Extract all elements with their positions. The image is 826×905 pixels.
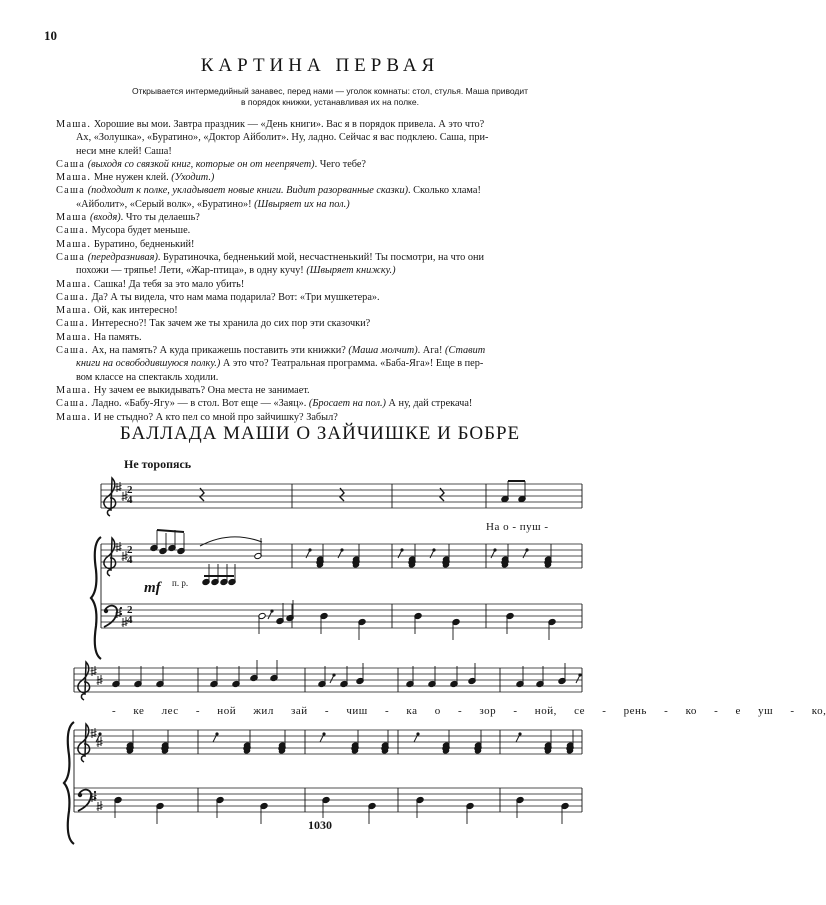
speech-text: . Чего тебе?: [314, 158, 367, 170]
stage-remark: (Бросает на пол.): [308, 398, 386, 410]
dynamic-mark: mf: [144, 580, 161, 596]
sharp-sign: [116, 482, 122, 492]
speech-text: А это что? Театральная программа. «Баба-Яга»! Еще в пер-: [220, 358, 484, 370]
time-signature-bottom: 4: [127, 494, 133, 506]
scene-title: КАРТИНА ПЕРВАЯ: [200, 55, 440, 76]
speaker-name: Маша: [56, 212, 88, 224]
footer-number: 1030: [308, 818, 332, 832]
beam: [157, 530, 184, 532]
speaker-name: Саша.: [56, 345, 90, 357]
rest: [215, 732, 218, 735]
speech-text: Интересно?! Так зачем же ты хранила до сих пор эти сказочки?: [91, 318, 371, 330]
rest: [432, 548, 435, 551]
tempo-marking: Не торопясь: [124, 457, 192, 471]
page-number: 10: [44, 28, 57, 43]
stage-remark: (Швыряет их на пол.): [254, 198, 350, 210]
time-signature-bottom: 4: [127, 614, 133, 626]
speech-text: И не стыдно? А кто пел со мной про зайчишку? Забыл?: [93, 411, 338, 423]
rest: [578, 673, 581, 676]
rest: [98, 732, 101, 735]
rest: [270, 609, 273, 612]
time-signature-top: 2: [127, 544, 133, 556]
speech-text: «Айболит», «Серый волк», «Буратино»!: [76, 198, 255, 210]
brace: [91, 537, 101, 659]
speaker-name: Саша: [56, 185, 86, 197]
speaker-name: Маша.: [56, 411, 92, 423]
speech-text: Мне нужен клей.: [93, 172, 172, 184]
speech-text: . Ага!: [417, 345, 446, 357]
speech-text: Ах, «Золушка», «Буратино», «Доктор Айболит». Ну, ладно. Сейчас я вас подклею. Саша, при-: [76, 132, 489, 144]
speaker-name: Саша.: [56, 318, 90, 330]
stage-remark: (Маша молчит): [348, 345, 418, 357]
clefs: [78, 478, 128, 811]
stage-remark: (входя): [90, 212, 121, 224]
speech-text: Ну зачем ее выкидывать? Она места не занимает.: [93, 384, 310, 396]
speech-text: . Что ты делаешь?: [120, 212, 200, 224]
speaker-name: Маша.: [56, 278, 92, 290]
slur: [200, 537, 262, 546]
stage-remark: книги на освободившуюся полку.): [76, 358, 221, 370]
speech-text: Сашка! Да тебя за это мало убить!: [93, 278, 245, 290]
time-signature-bottom: 4: [127, 554, 133, 566]
time-signature-top: 2: [127, 604, 133, 616]
lyrics-line: На о - пуш -: [486, 521, 549, 533]
speaker-name: Маша.: [56, 305, 92, 317]
rest: [493, 548, 496, 551]
stage-remark: (Уходит.): [171, 172, 215, 184]
bass-clef-dot: [78, 793, 82, 797]
speaker-name: Маша.: [56, 119, 92, 130]
score-text: [127, 484, 188, 626]
stage-remark: (Ставит: [445, 345, 486, 357]
speech-text: А ну, дай стрекача!: [385, 398, 473, 410]
speaker-name: Маша.: [56, 238, 92, 250]
speaker-name: Маша.: [56, 384, 92, 396]
speech-text: Ах, на память? А куда прикажешь поставить эти книжки?: [91, 345, 349, 357]
pedal-mark: п. р.: [172, 578, 189, 588]
speech-text: неси мне клей! Саша!: [76, 145, 172, 157]
sharp-sign: [91, 728, 97, 738]
speech-text: Да? А ты видела, что нам мама подарила? Вот: «Три мушкетера».: [91, 291, 380, 303]
lyrics-line: - ке лес - ной жил зай - чиш - ка о - зор - ной, се - рень - ко - е уш - ко,: [112, 705, 826, 717]
rest: [525, 548, 528, 551]
speech-text: Хорошие вы мои. Завтра праздник — «День книги». Вас я в порядок привела. А это что?: [93, 119, 485, 130]
speech-text: похожи — тряпье! Лети, «Жар-птица», в одну кучу!: [76, 265, 307, 277]
ballad-title: БАЛЛАДА МАШИ О ЗАЙЧИШКЕ И БОБРЕ: [119, 423, 521, 444]
rest: [340, 548, 343, 551]
stage-direction-line: в порядок книжки, устанавливая их на полке.: [241, 97, 419, 107]
speaker-name: Саша: [56, 158, 86, 170]
speech-text: Ладно. «Бабу-Ягу» — в стол. Вот еще — «Заяц».: [91, 398, 309, 410]
rest: [308, 548, 311, 551]
stage-remark: (подходит к полке, укладывает новые книги. Видит разорванные сказки): [87, 185, 409, 197]
speech-text: Ой, как интересно!: [93, 305, 178, 317]
speaker-name: Саша.: [56, 398, 90, 410]
sharp-sign: [116, 542, 122, 552]
rest: [400, 548, 403, 551]
rest: [416, 732, 419, 735]
time-signature-top: 2: [127, 484, 133, 496]
speaker-name: Маша.: [56, 331, 92, 343]
sharp-sign: [91, 666, 97, 676]
speaker-name: Саша: [56, 251, 86, 263]
speech-text: . Сколько хлама!: [408, 185, 481, 197]
stage-remark: (передразнивая): [87, 251, 158, 263]
stage-remark: (Швыряет книжку.): [306, 265, 396, 277]
stage-direction-line: Открывается интермедийный занавес, перед нами — уголок комнаты: стол, стулья. Маша приводит: [131, 86, 529, 96]
speaker-name: Саша.: [56, 225, 90, 237]
speaker-name: Саша.: [56, 291, 90, 303]
rest: [332, 673, 335, 676]
speech-text: На память.: [93, 331, 142, 343]
rest: [518, 732, 521, 735]
speaker-name: Маша.: [56, 172, 92, 184]
speech-text: Мусора будет меньше.: [91, 225, 191, 237]
rest: [322, 732, 325, 735]
speech-text: вом классе на спектакль ходили.: [76, 371, 219, 383]
barlines: [74, 484, 582, 812]
speech-text: Буратино, бедненький!: [93, 238, 195, 250]
speech-text: . Буратиночка, бедненький мой, несчастненький! Ты посмотри, на что они: [157, 251, 485, 263]
bass-clef-dot: [104, 609, 108, 613]
staff-lines: [74, 484, 582, 812]
stage-remark: (выходя со связкой книг, которые он от неепрячет): [87, 158, 315, 170]
